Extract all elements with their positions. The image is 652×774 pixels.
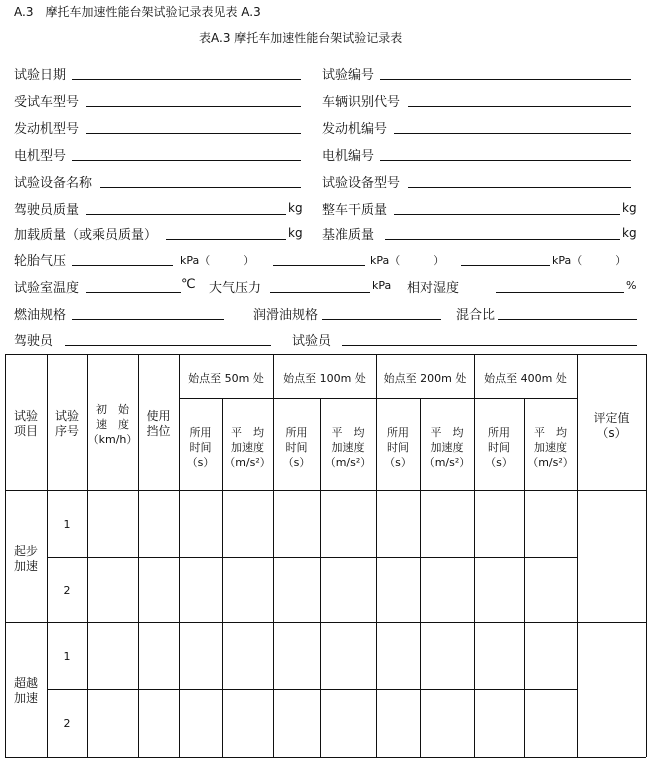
- tire-pressure-unit-3: kPa（ ）: [552, 254, 627, 267]
- header-group-50m: 始点至 50m 处: [188, 372, 264, 385]
- motor-model-label: 电机型号: [14, 149, 67, 164]
- equipment-name-label: 试验设备名称: [14, 176, 93, 191]
- vin-label: 车辆识别代号: [322, 95, 401, 110]
- header-rating: 评定值 （s）: [593, 411, 630, 440]
- table-title: 表A.3 摩托车加速性能台架试验记录表: [199, 31, 403, 45]
- fuel-spec-label: 燃油规格: [14, 308, 67, 323]
- atm-pressure-label: 大气压力: [209, 281, 262, 296]
- engine-model-label: 发动机型号: [14, 122, 80, 137]
- seq-number: 2: [63, 584, 71, 597]
- atm-pressure-unit: kPa: [372, 279, 392, 292]
- load-mass-label: 加载质量（或乘员质量）: [14, 228, 158, 243]
- row-group-overtake-accel: 超越 加速: [13, 676, 38, 705]
- vehicle-model-label: 受试车型号: [14, 95, 80, 110]
- header-gear: 使用 挡位: [146, 409, 171, 438]
- seq-number: 1: [63, 518, 71, 531]
- engine-number-label: 发动机编号: [322, 122, 388, 137]
- header-group-400m: 始点至 400m 处: [484, 372, 567, 385]
- header-accel-400m: 平 均 加速度 （m/s²）: [527, 426, 574, 469]
- equipment-model-label: 试验设备型号: [322, 176, 401, 191]
- header-time-50m: 所用 时间 （s）: [186, 426, 215, 469]
- lube-spec-label: 润滑油规格: [253, 308, 319, 323]
- rider-label: 驾驶员: [14, 334, 54, 349]
- header-accel-50m: 平 均 加速度 （m/s²）: [224, 426, 271, 469]
- room-temp-unit: ℃: [181, 277, 196, 292]
- seq-number: 2: [63, 717, 71, 730]
- rider-mass-unit: kg: [288, 201, 303, 215]
- vehicle-mass-label: 整车干质量: [322, 203, 388, 218]
- tire-pressure-label: 轮胎气压: [14, 254, 67, 269]
- tester-label: 试验员: [292, 334, 332, 349]
- header-group-200m: 始点至 200m 处: [383, 372, 467, 385]
- tire-pressure-unit-1: kPa（ ）: [180, 254, 255, 267]
- header-group-100m: 始点至 100m 处: [283, 372, 366, 385]
- header-time-100m: 所用 时间 （s）: [282, 426, 311, 469]
- header-time-400m: 所用 时间 （s）: [485, 426, 513, 469]
- load-mass-unit: kg: [288, 226, 303, 240]
- tire-pressure-unit-2: kPa（ ）: [370, 254, 445, 267]
- humidity-label: 相对湿度: [407, 281, 460, 296]
- header-time-200m: 所用 时间 （s）: [384, 426, 412, 469]
- section-heading: A.3 摩托车加速性能台架试验记录表见表 A.3: [14, 5, 261, 19]
- rider-mass-label: 驾驶员质量: [14, 203, 80, 218]
- motor-number-label: 电机编号: [322, 149, 375, 164]
- humidity-unit: %: [626, 279, 637, 292]
- seq-number: 1: [63, 650, 71, 663]
- row-group-start-accel: 起步 加速: [13, 544, 38, 573]
- header-accel-200m: 平 均 加速度 （m/s²）: [423, 426, 471, 469]
- mix-ratio-label: 混合比: [456, 308, 496, 323]
- room-temp-label: 试验室温度: [14, 281, 80, 296]
- reference-mass-label: 基准质量: [322, 228, 375, 243]
- reference-mass-unit: kg: [622, 226, 637, 240]
- header-test-item: 试验 项目: [13, 409, 38, 438]
- header-initial-speed: 初 始 速 度 （km/h）: [87, 403, 138, 446]
- test-date-label: 试验日期: [14, 68, 67, 83]
- test-number-label: 试验编号: [322, 68, 375, 83]
- header-accel-100m: 平 均 加速度 （m/s²）: [324, 426, 372, 469]
- vehicle-mass-unit: kg: [622, 201, 637, 215]
- header-test-seq: 试验 序号: [54, 409, 79, 438]
